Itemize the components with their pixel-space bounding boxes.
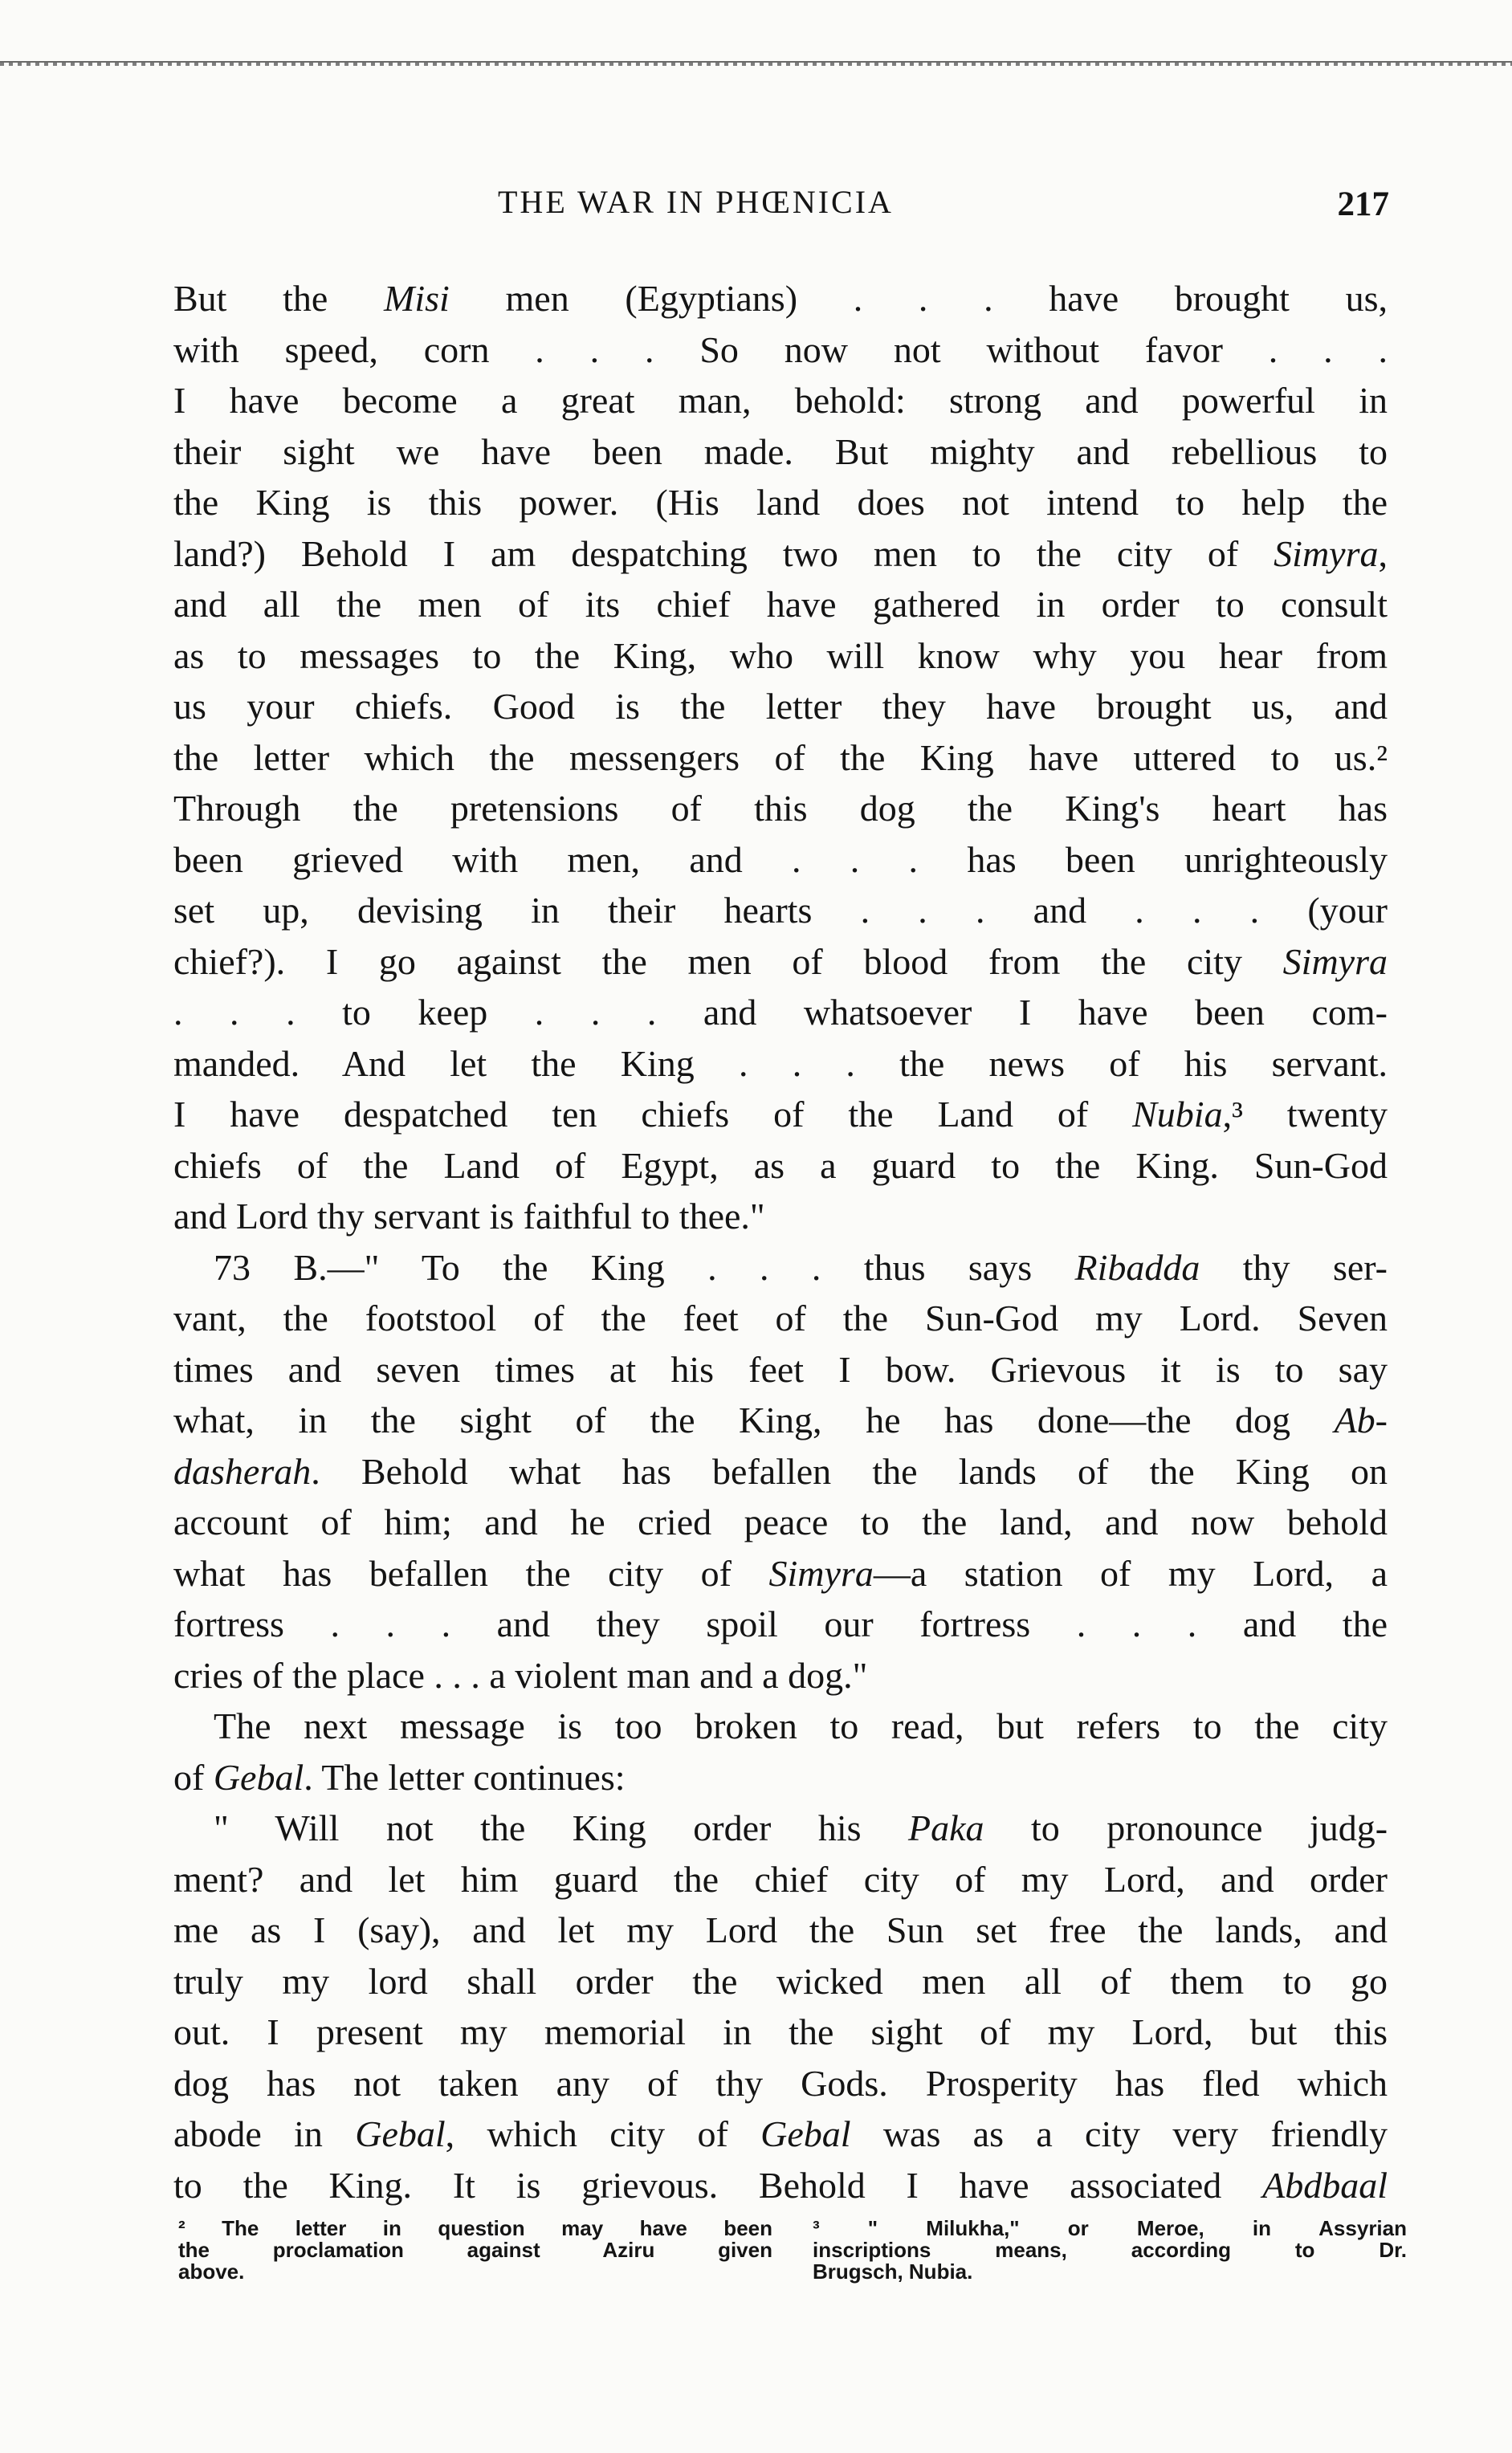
body-line: as to messages to the King, who will know why you hear from [173,634,1388,676]
body-line: and Lord thy servant is faithful to thee." [173,1196,765,1237]
body-line: Through the pretensions of this dog the King's heart has [173,788,1388,829]
body-line: land?) Behold I am despatching two men to the city of Simyra, [173,532,1388,574]
page-header [178,183,1389,234]
footnote-line: Brugsch, Nubia. [813,2259,973,2284]
body-line: out. I present my memorial in the sight of my Lord, but this [173,2011,1388,2052]
body-line: " Will not the King order his Paka to pronounce judg- [214,1807,1388,1848]
body-line: with speed, corn . . . So now not without favor . . . [173,328,1388,370]
body-line: I have become a great man, behold: strong and powerful in [173,380,1388,421]
footnote-line: ³ " Milukha," or Meroe, in Assyrian [813,2216,1407,2240]
top-rule [0,61,1512,66]
body-line: dasherah. Behold what has befallen the lands of the King on [173,1450,1388,1492]
body-line: of Gebal. The letter continues: [173,1756,626,1798]
footnote-line: inscriptions means, according to Dr. [813,2238,1407,2262]
footnote-line: ² The letter in question may have been [178,2216,772,2240]
body-line: The next message is too broken to read, but refers to the city [214,1705,1388,1746]
body-line: what, in the sight of the King, he has done—the dog Ab- [173,1400,1388,1440]
body-line: been grieved with men, and . . . has been unrighteously [173,838,1388,880]
body-line: manded. And let the King . . . the news of his servant. [173,1042,1388,1084]
body-line: fortress . . . and they spoil our fortress . . . and the [173,1603,1388,1644]
body-line: what has befallen the city of Simyra—a station of my Lord, a [173,1552,1388,1594]
footnote-2 [178,2218,772,2283]
body-line: their sight we have been made. But mighty and rebellious to [173,430,1388,472]
footnote-line: above. [178,2259,245,2284]
body-line: cries of the place . . . a violent man and a dog." [173,1654,868,1696]
body-line: times and seven times at his feet I bow. Grievous it is to say [173,1348,1388,1390]
body-text [173,273,1388,2211]
page-number: 217 [1337,185,1389,223]
body-line: me as I (say), and let my Lord the Sun set free the lands, and [173,1909,1388,1950]
body-line: and all the men of its chief have gathered in order to consult [173,584,1388,625]
body-line: account of him; and he cried peace to the land, and now behold [173,1502,1388,1542]
body-line: us your chiefs. Good is the letter they have brought us, and [173,686,1388,727]
footnote-line: the proclamation against Aziru given [178,2238,772,2262]
running-title: THE WAR IN PHŒNICIA [498,184,894,220]
body-line: chief?). I go against the men of blood from the city Simyra [173,940,1388,982]
body-line: vant, the footstool of the feet of the Sun-God my Lord. Seven [173,1298,1388,1339]
body-line: abode in Gebal, which city of Gebal was as a city very friendly [173,2113,1388,2154]
body-line: chiefs of the Land of Egypt, as a guard to the King. Sun-God [173,1144,1388,1186]
body-line: dog has not taken any of thy Gods. Prosperity has fled which [173,2062,1388,2104]
body-line: truly my lord shall order the wicked men all of them to go [173,1960,1388,2002]
body-line: But the Misi men (Egyptians) . . . have brought us, [173,278,1388,319]
body-line: the letter which the messengers of the King have uttered to us.² [173,736,1388,778]
body-line: . . . to keep . . . and whatsoever I have been com- [173,992,1388,1033]
body-line: the King is this power. (His land does not intend to help the [173,482,1388,523]
body-line: ment? and let him guard the chief city of my Lord, and order [173,1858,1388,1900]
body-line: to the King. It is grievous. Behold I have associated Abdbaal [173,2164,1388,2206]
footnote-3 [813,2218,1407,2283]
body-line: I have despatched ten chiefs of the Land of Nubia,³ twenty [173,1094,1388,1135]
body-line: 73 B.—" To the King . . . thus says Ribadda thy ser- [214,1246,1388,1288]
body-line: set up, devising in their hearts . . . and . . . (your [173,890,1388,931]
